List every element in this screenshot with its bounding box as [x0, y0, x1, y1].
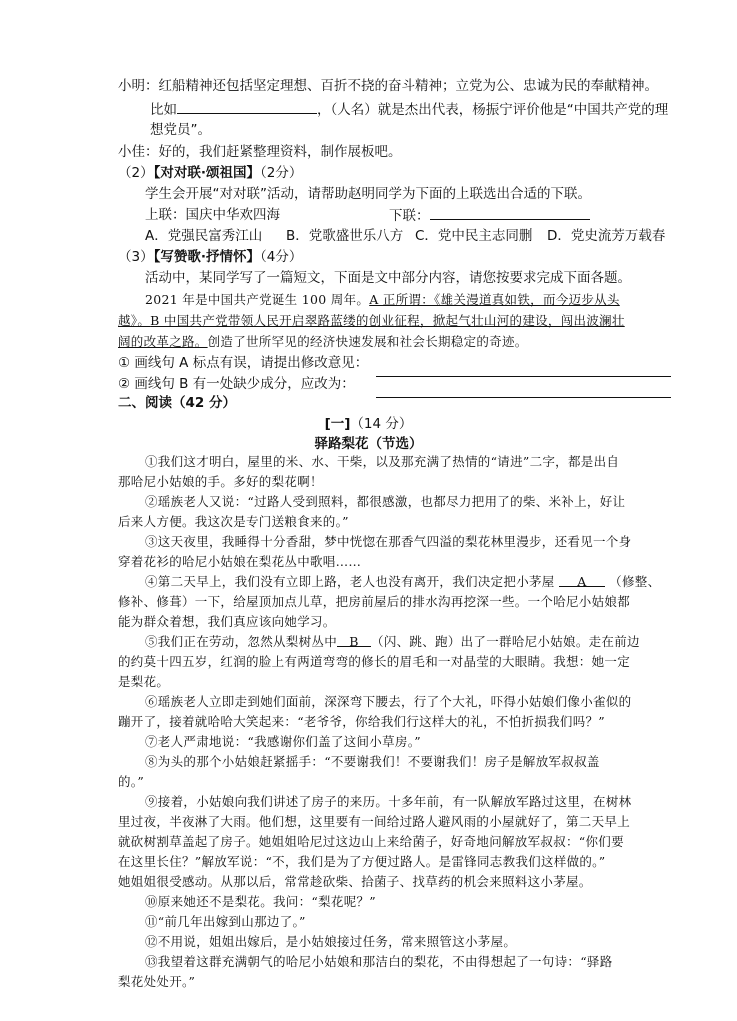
passage-line: ⑪“前几年出嫁到山那边了。”	[145, 914, 306, 929]
q2-number: （2）	[118, 165, 154, 181]
blank-b-label: B	[349, 634, 359, 649]
passage-line: 就砍树割草盖起了房子。她姐姐哈尼过这边山上来给菌子，好奇地问解放军叔叔：“你们要	[118, 834, 624, 849]
q3-score: （4分）	[259, 249, 303, 265]
underlined-sentence-b: B 中国共产党带领人民开启翠路蓝缕的创业征程，掀起气壮山河的建设，闯出波澜壮	[150, 313, 625, 328]
passage-line: 的约莫十四五岁，红润的脸上有两道弯弯的修长的眉毛和一对晶莹的大眼睛。我想：她一定	[118, 654, 631, 669]
part-score: （14 分）	[350, 416, 413, 432]
dialogue-xiaoming-line2	[150, 99, 668, 120]
passage-line	[145, 572, 660, 592]
passage-text: （闪、跳、跑）出了一群哈尼小姑娘。走在前边	[371, 634, 640, 649]
q2-description: 学生会开展“对对联”活动，请帮助赵明同学为下面的上联选出合适的下联。	[145, 186, 591, 202]
q2-upper-couplet: 上联：国庆中华欢四海	[145, 207, 280, 223]
passage-line: ⑨接着，小姑娘向我们讲述了房子的来历。十多年前，有一队解放军路过这里，在树林	[145, 794, 632, 809]
q2-option-d[interactable]: D．党史流芳万载春	[547, 228, 666, 244]
q2-option-b[interactable]: B．党歌盛世乐八方	[286, 228, 404, 244]
q2-title: 【对对联·颂祖国】	[153, 165, 260, 181]
blank-a-label: A	[577, 574, 587, 589]
passage-text: （修整、	[609, 574, 661, 589]
underlined-sentence-a: A 正所谓：《雄关漫道真如铁，而今迈步从头	[369, 292, 620, 307]
dialogue-text: 比如	[150, 102, 177, 118]
underlined-sentence-a-end: 越》。	[118, 313, 151, 328]
passage-title: 驿路梨花（节选）	[314, 436, 423, 452]
q2-heading	[118, 163, 302, 183]
passage-line: ⑬我望着这群充满朝气的哈尼小姑娘和那洁白的梨花，不由得想起了一句诗：“驿路	[145, 954, 613, 969]
passage-line: ③这天夜里，我睡得十分香甜，梦中恍惚在那香气四溢的梨花林里漫步，还看见一个身	[145, 534, 632, 549]
q3-passage-line3	[118, 332, 528, 352]
q3-passage-line1	[145, 290, 620, 310]
q2-lower-label: 下联：	[389, 208, 430, 224]
q3-description: 活动中，某同学写了一篇短文，下面是文中部分内容，请您按要求完成下面各题。	[145, 270, 631, 286]
q3-subquestion-b: ② 画线句 B 有一处缺少成分，应改为：	[118, 376, 355, 392]
q2-score: （2分）	[259, 165, 303, 181]
q3-title: 【写赞歌·抒情怀】	[153, 249, 260, 265]
passage-line: ⑦老人严肃地说：“我感谢你们盖了这间小草房。”	[145, 734, 421, 749]
q3-heading	[118, 247, 302, 267]
passage-line: ⑧为头的那个小姑娘赶紧摇手：“不要谢我们！不要谢我们！房子是解放军叔叔盖	[145, 754, 600, 769]
passage-line: ⑥瑶族老人立即走到她们面前，深深弯下腰去，行了个大礼，吓得小姑娘们像小雀似的	[145, 694, 632, 709]
underlined-sentence-b-end: 阔的改革之路。	[118, 334, 208, 349]
part-number: [一]	[324, 416, 351, 432]
passage-line: ①我们这才明白，屋里的米、水、干柴，以及那充满了热情的“请进”二字，都是出自	[145, 454, 620, 469]
passage-text: 创造了世所罕见的经济快速发展和社会长期稳定的奇迹。	[207, 334, 528, 349]
passage-line: ⑫不用说，姐姐出嫁后，是小姑娘接过任务，常来照管这小茅屋。	[145, 934, 517, 949]
passage-line: 穿着花衫的哈尼小姑娘在梨花丛中歌唱……	[118, 554, 362, 569]
answer-blank-b[interactable]	[376, 383, 671, 398]
dialogue-xiaoming-line3: 想党员”。	[150, 122, 211, 138]
passage-line: 她姐姐很受感动。从那以后，常常趁砍柴、拾菌子、找草药的机会来照料这小茅屋。	[118, 874, 592, 889]
answer-blank[interactable]	[430, 205, 590, 220]
blank-b[interactable]	[337, 632, 371, 647]
q2-lower-couplet	[389, 205, 590, 226]
q2-option-a[interactable]: A．党强民富秀江山	[145, 228, 263, 244]
passage-line: 后来人方便。我这次是专门送粮食来的。”	[118, 514, 349, 529]
dialogue-xiaojia-line: 小佳：好的，我们赶紧整理资料，制作展板吧。	[118, 144, 402, 160]
passage-text: ⑤我们正在劳动，忽然从梨树丛中	[145, 634, 338, 649]
part-heading	[0, 414, 737, 434]
passage-line: 的。”	[118, 774, 145, 789]
answer-blank[interactable]	[177, 99, 317, 114]
passage-line: ⑩原来她还不是梨花。我问：“梨花呢？”	[145, 894, 376, 909]
dialogue-xiaoming-line1: 小明：红船精神还包括坚定理想、百折不挠的奋斗精神；立党为公、忠诚为民的奉献精神。	[118, 78, 658, 94]
dialogue-text: ，（人名）就是杰出代表，杨振宁评价他是“中国共产党的理	[317, 102, 669, 118]
answer-blank-a[interactable]	[376, 362, 671, 377]
q3-number: （3）	[118, 249, 154, 265]
passage-line: 梨花处处开。”	[118, 974, 196, 989]
passage-line: 能为群众着想，我们真应该向她学习。	[118, 614, 336, 629]
passage-line: 是梨花。	[118, 674, 170, 689]
section-heading: 二、阅读（42 分）	[118, 395, 236, 411]
passage-line: 里过夜，半夜淋了大雨。他们想，这里要有一间给过路人避风雨的小屋就好了，第二天早上	[118, 814, 631, 829]
q3-subquestion-a: ① 画线句 A 标点有误，请提出修改意见：	[118, 355, 369, 371]
passage-line: ②瑶族老人又说：“过路人受到照料，都很感激，也都尽力把用了的柴、米补上，好让	[145, 494, 626, 509]
q3-passage-line2	[118, 311, 625, 331]
blank-a[interactable]	[559, 572, 605, 587]
passage-line: 在这里长住？”解放军说：“不，我们是为了方便过路人。是雷锋同志教我们这样做的。”	[118, 854, 606, 869]
passage-line: 那哈尼小姑娘的手。多好的梨花啊！	[118, 474, 323, 489]
q2-option-c[interactable]: C．党中民主志同删	[415, 228, 533, 244]
passage-line	[145, 632, 640, 652]
passage-text: 2021 年是中国共产党诞生 100 周年。	[145, 292, 370, 307]
passage-line: 蹦开了，接着就哈哈大笑起来：“老爷爷，你给我们行这样大的礼，不怕折损我们吗？”	[118, 714, 605, 729]
passage-line: 修补、修葺）一下，给屋顶加点儿草，把房前屋后的排水沟再挖深一些。一个哈尼小姑娘都	[118, 594, 631, 609]
passage-text: ④第二天早上，我们没有立即上路，老人也没有离开，我们决定把小茅屋	[145, 574, 555, 589]
